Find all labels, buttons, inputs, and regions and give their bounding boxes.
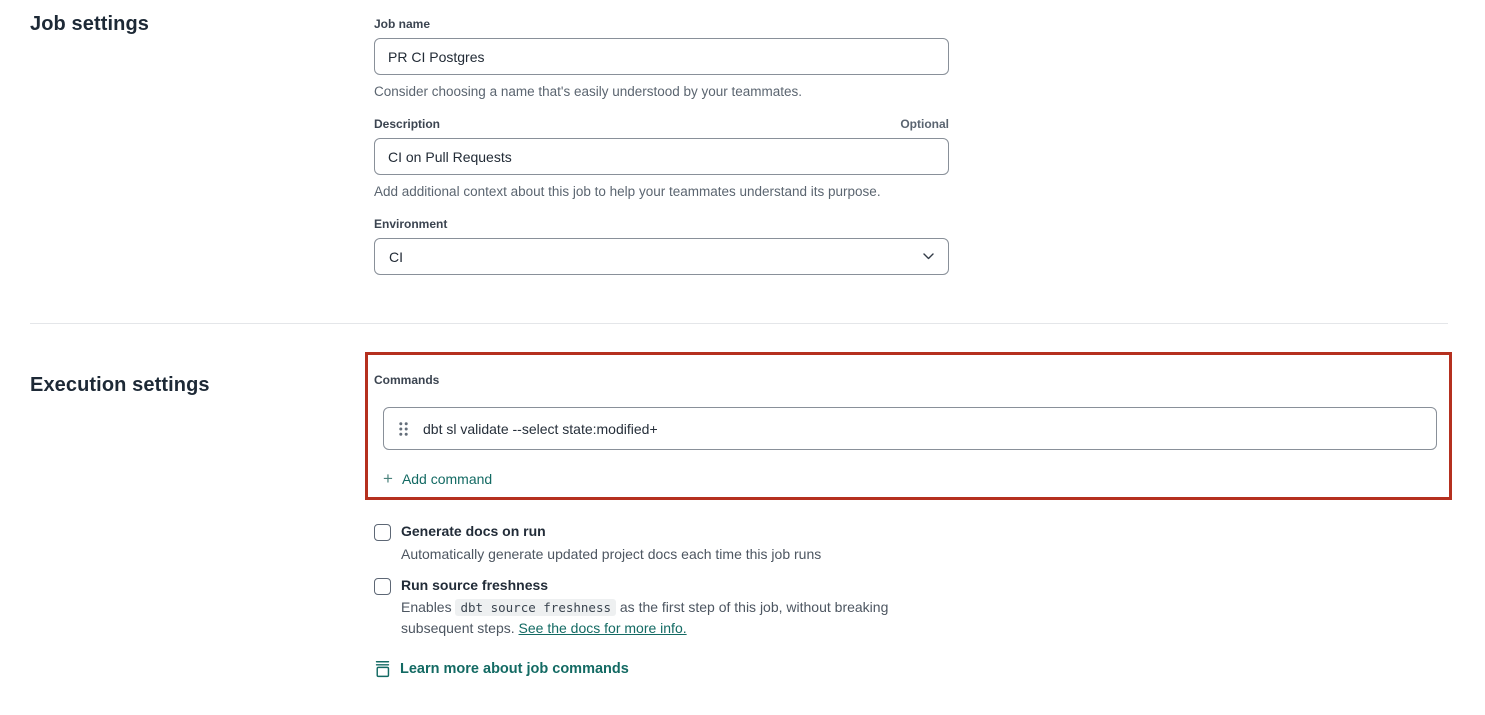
drag-handle-icon[interactable] bbox=[397, 418, 410, 440]
section-divider bbox=[30, 323, 1448, 324]
learn-more-label: Learn more about job commands bbox=[400, 661, 629, 677]
freshness-desc-prefix: Enables bbox=[401, 599, 452, 615]
run-source-freshness-label[interactable]: Run source freshness bbox=[401, 577, 549, 593]
generate-docs-checkbox[interactable] bbox=[374, 524, 391, 541]
execution-settings-heading: Execution settings bbox=[30, 374, 210, 396]
job-name-label: Job name bbox=[374, 17, 431, 31]
generate-docs-description: Automatically generate updated project docs each time this job runs bbox=[401, 546, 822, 562]
add-command-label: Add command bbox=[401, 470, 493, 487]
description-label: Description bbox=[374, 117, 441, 131]
optional-badge: Optional bbox=[900, 117, 949, 131]
book-icon bbox=[374, 660, 391, 678]
run-source-freshness-checkbox[interactable] bbox=[374, 578, 391, 595]
add-command-button[interactable] bbox=[383, 470, 492, 487]
see-docs-link[interactable]: See the docs for more info. bbox=[518, 620, 687, 636]
job-settings-heading: Job settings bbox=[30, 13, 149, 35]
freshness-desc-suffix: as the first step of this job, without breaking subsequent steps. bbox=[401, 599, 889, 636]
command-text[interactable]: dbt sl validate --select state:modified+ bbox=[423, 420, 658, 437]
job-name-input[interactable] bbox=[374, 38, 949, 75]
plus-icon: + bbox=[383, 469, 393, 488]
description-input[interactable] bbox=[374, 138, 949, 175]
description-helper: Add additional context about this job to help your teammates understand its purpose. bbox=[374, 184, 881, 199]
commands-label: Commands bbox=[374, 373, 440, 387]
job-name-helper: Consider choosing a name that's easily understood by your teammates. bbox=[374, 84, 803, 99]
learn-more-link[interactable] bbox=[374, 660, 629, 678]
environment-label: Environment bbox=[374, 217, 448, 231]
generate-docs-label[interactable]: Generate docs on run bbox=[401, 523, 546, 539]
environment-select[interactable] bbox=[374, 238, 949, 275]
command-row[interactable] bbox=[383, 407, 1437, 450]
freshness-code-snippet: dbt source freshness bbox=[455, 599, 616, 616]
chevron-down-icon bbox=[923, 253, 934, 260]
run-source-freshness-description bbox=[401, 597, 941, 638]
environment-selected-value: CI bbox=[389, 248, 403, 265]
description-label-row bbox=[374, 117, 949, 131]
